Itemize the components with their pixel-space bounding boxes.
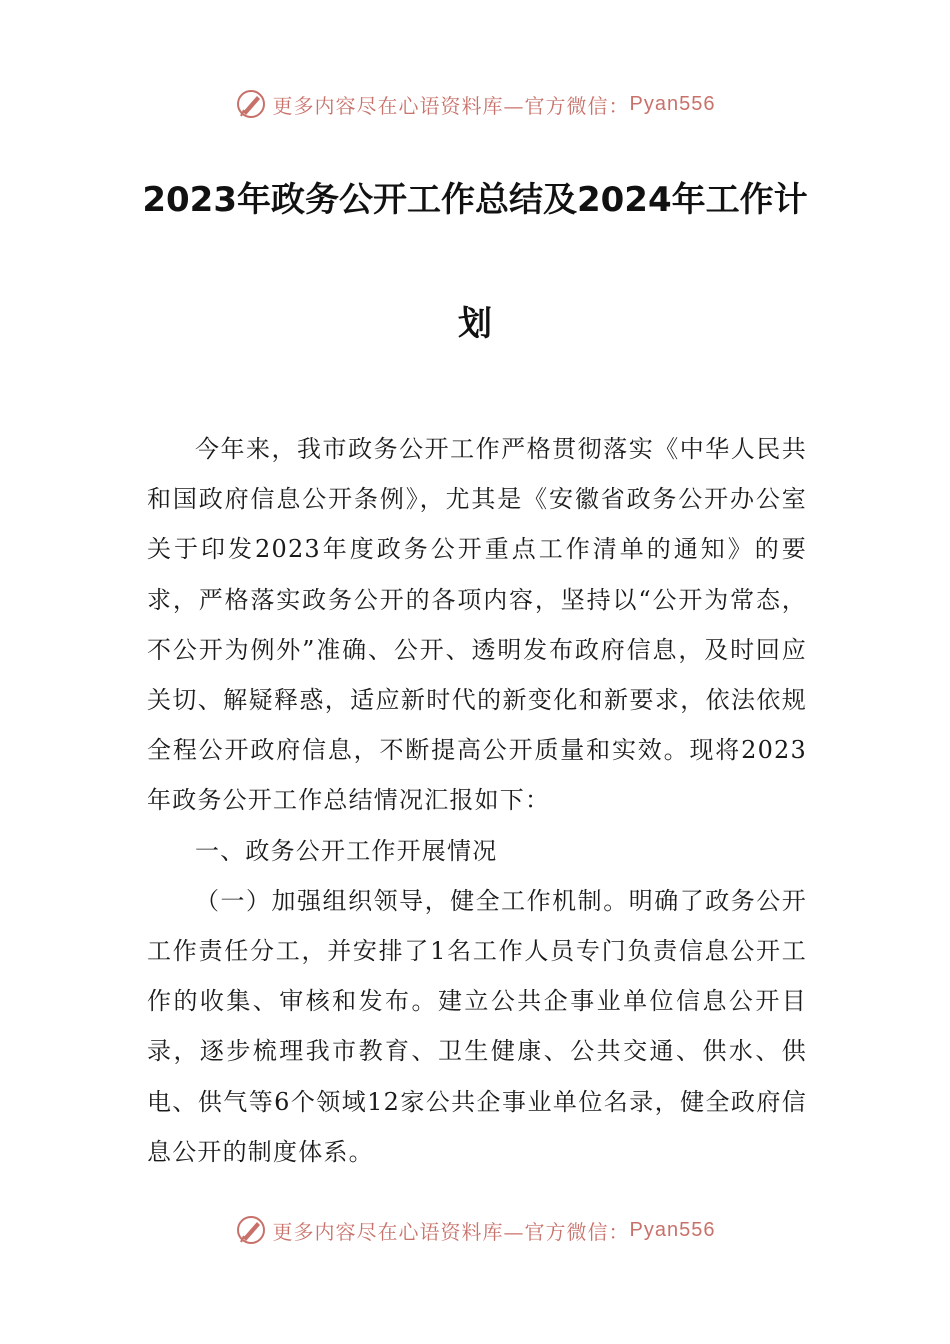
- watermark-text: 更多内容尽在心语资料库—官方微信：: [272, 93, 630, 118]
- watermark-banner-top: [0, 84, 950, 124]
- document-body: [147, 424, 807, 1177]
- watermark-wechat-id: Pyan556: [629, 1218, 716, 1241]
- pen-logo-icon: [235, 88, 267, 120]
- paragraph-1-1: （一）加强组织领导，健全工作机制。明确了政务公开工作责任分工，并安排了1名工作人员专门负责信息公开工作的收集、审核和发布。建立公共企事业单位信息公开目录，逐步梳理我市教育、卫生健康、公共交通、供水、供电、供气等6个领域12家公共企事业单位名录，健全政府信息公开的制度体系。: [147, 886, 807, 1166]
- watermark-banner-bottom: [0, 1210, 950, 1250]
- pen-logo-icon: [235, 1214, 267, 1246]
- document-title-line-1: 2023年政务公开工作总结及2024年工作计: [142, 180, 808, 220]
- watermark-text: 更多内容尽在心语资料库—官方微信：: [272, 1219, 630, 1244]
- paragraph-intro: 今年来，我市政务公开工作严格贯彻落实《中华人民共和国政府信息公开条例》，尤其是《安徽省政务公开办公室关于印发2023年度政务公开重点工作清单的通知》的要求，严格落实政务公开的各项内容，坚持以“公开为常态，不公开为例外”准确、公开、透明发布政府信息，及时回应关切、解疑释惑，适应新时代的新变化和新要求，依法依规全程公开政府信息，不断提高公开质量和实效。现将2023年政务公开工作总结情况汇报如下：: [147, 435, 807, 815]
- watermark-wechat-id: Pyan556: [629, 92, 716, 115]
- section-heading-1: 一、政务公开工作开展情况: [195, 836, 498, 865]
- document-title-line-2: 划: [458, 304, 492, 344]
